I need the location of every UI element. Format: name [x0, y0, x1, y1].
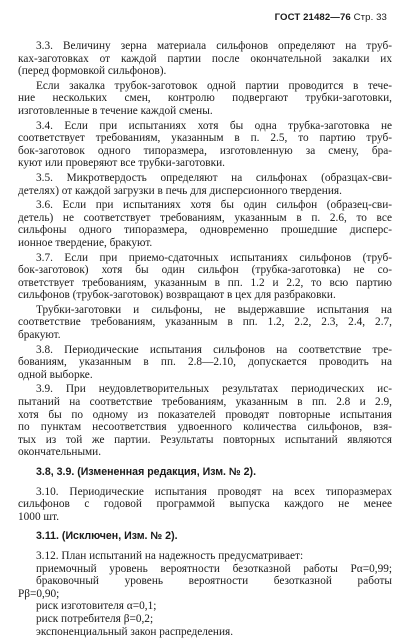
clause-3-3-continued [18, 80, 392, 118]
clause-3-10 [18, 486, 392, 524]
text-line: 3.12. План испытаний на надежность предусматривает: [36, 549, 304, 562]
text-line: одной выборке. [18, 368, 93, 381]
text-line: сильфонов с годовой программой выпуска каждого не менее [18, 498, 392, 511]
document-body [18, 40, 392, 640]
clause-3-11 [18, 530, 392, 543]
page-header [275, 12, 387, 23]
text-line: бованиям, указанным в пп. 2.8—2.10, допускается проводить на [18, 356, 392, 369]
text-line: бракуют. [18, 329, 61, 342]
text-line: 3.3. Величину зерна материала сильфонов определяют на труб- [36, 40, 392, 52]
text-line: по пунктам несоответствия удвоенного количества сильфонов, взя- [18, 421, 392, 434]
clause-3-6 [18, 199, 392, 249]
text-line: хотя бы по одному из показателей проводят повторные испытания [18, 408, 392, 421]
clause-3-8 [18, 344, 392, 382]
text-line: (перед формовкой сильфонов). [18, 65, 167, 78]
standard-number: ГОСТ 21482—76 [274, 12, 351, 23]
text-line: экспоненциальный закон распределения. [36, 625, 234, 638]
text-line: тых из той же партии. Результаты повторных испытаний являются [18, 433, 392, 446]
text-line: Pβ=0,90; [18, 587, 60, 600]
text-line: ионное твердение, бракуют. [18, 236, 153, 249]
text-line: риск изготовителя α=0,1; [36, 600, 157, 613]
text-line: 3.5. Микротвердость определяют на сильфонах (образцах-сви- [36, 171, 392, 184]
clause-3-5 [18, 172, 392, 197]
clause-3-3 [18, 40, 392, 78]
text-line: сильфоны одного типоразмера, одновременно прошедшие дисперс- [18, 224, 392, 237]
clause-3-12 [18, 550, 392, 638]
text-line: 3.8. Периодические испытания сильфонов на соответствие тре- [36, 343, 392, 356]
clause-3-9 [18, 383, 392, 459]
text-line: бок-заготовок) хотя бы один сильфон (трубка-заготовка) не со- [18, 264, 392, 277]
text-line: 3.10. Периодические испытания проводят на всех типоразмерах [36, 485, 392, 498]
text-line: пытаний на соответствие требованиям, указанным в пп. 2.8 и 2.9, [18, 396, 392, 409]
text-line: браковочный уровень вероятности безотказной работы [36, 575, 392, 588]
text-line: 3.7. Если при приемо-сдаточных испытаниях сильфонов (труб- [36, 251, 392, 264]
text-line: ответствует требованиям, указанным в пп. 1.2 и 2.2, то всю партию [18, 276, 392, 289]
text-line: соответствие требованиям, указанным в пп. 1.2, 2.2, 2.3, 2.4, 2.7, [18, 316, 392, 329]
text-line: 1000 шт. [18, 510, 60, 523]
text-line: 3.9. При неудовлетворительных результатах периодических ис- [36, 383, 392, 396]
amendment-note [18, 466, 392, 479]
text-line: Если закалка трубок-заготовок одной партии проводится в тече- [36, 79, 392, 92]
text-line: 3.8, 3.9. (Измененная редакция, Изм. № 2). [36, 466, 257, 478]
text-line: приемочный уровень вероятности безотказной работы Pα=0,99; [36, 562, 392, 575]
page-number: Стр. 33 [353, 12, 387, 23]
clause-3-7 [18, 252, 392, 302]
text-line: ках-заготовках от каждой партии после окончательной закалки их [18, 52, 392, 65]
text-line: окончательными. [18, 446, 102, 459]
text-line: куют или проверяют все трубки-заготовки. [18, 157, 225, 170]
text-line: риск потребителя β=0,2; [36, 612, 154, 625]
text-line: 3.6. Если при испытаниях хотя бы один сильфон (образец-сви- [36, 199, 392, 212]
text-line: изготовленные в течение каждой смены. [18, 104, 213, 117]
text-line: Трубки-заготовки и сильфоны, не выдержавшие испытания на [36, 303, 392, 316]
text-line: ние нескольких смен, контролю подвергают трубки-заготовки, [18, 92, 392, 105]
text-line: 3.4. Если при испытаниях хотя бы одна трубка-заготовка не [36, 119, 392, 132]
text-line: сильфонов (трубок-заготовок) возвращают в цех для разбраковки. [18, 289, 336, 302]
clause-3-4 [18, 120, 392, 170]
text-line: 3.11. (Исключен, Изм. № 2). [36, 530, 178, 543]
text-line: соответствует требованиям, указанным в п. 2.5, то партию труб- [18, 132, 392, 145]
clause-3-7-continued [18, 304, 392, 342]
text-line: бок-заготовок одного типоразмера, изготовленную за смену, бра- [18, 144, 392, 157]
text-line: детель) не соответствует требованиям, указанным в п. 2.6, то все [18, 211, 392, 224]
text-line: детелях) от каждой загрузки в печь для дисперсионного твердения. [18, 184, 342, 197]
